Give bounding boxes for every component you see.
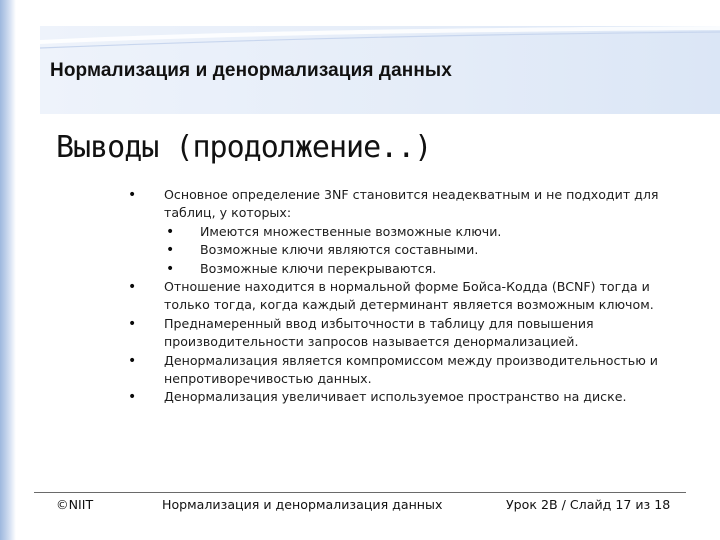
- sub-bullet-item: [164, 241, 684, 259]
- sub-bullet-item: [164, 223, 684, 241]
- bullet-text: Преднамеренный ввод избыточности в таблицу для повышения производительности запросов называется денормализацией.: [164, 315, 594, 350]
- bullet-dot-icon: •: [128, 389, 137, 406]
- sub-bullet-text: Возможные ключи являются составными.: [200, 242, 479, 258]
- sub-bullet-dot-icon: •: [166, 260, 175, 277]
- bullet-text: Денормализация увеличивает используемое пространство на диске.: [164, 389, 627, 405]
- header-title: Нормализация и денормализация данных: [50, 60, 452, 81]
- bullet-item: [124, 278, 684, 315]
- bullet-dot-icon: •: [128, 187, 137, 203]
- bullet-list: [124, 186, 684, 407]
- left-decorative-stripe: [0, 0, 16, 540]
- bullet-text: Основное определение 3NF становится неадекватным и не подходит для таблиц, у которых:: [164, 187, 659, 221]
- sub-bullet-dot-icon: •: [166, 223, 175, 240]
- footer-slide-number: Урок 2В / Слайд 17 из 18: [506, 497, 671, 512]
- sub-bullet-text: Имеются множественные возможные ключи.: [200, 223, 502, 239]
- bullet-item: [124, 352, 684, 389]
- bullet-item: [124, 315, 684, 352]
- bullet-text: Отношение находится в нормальной форме Бойса-Кодда (BCNF) тогда и только тогда, когда каждый детерминант является возможным ключом.: [164, 279, 654, 313]
- footer-copyright: ©NIIT: [56, 497, 94, 512]
- bullet-dot-icon: •: [128, 352, 137, 369]
- footer-divider: [34, 492, 686, 493]
- bullet-item: [124, 186, 684, 278]
- bullet-item: [124, 388, 684, 406]
- bullet-dot-icon: •: [128, 279, 137, 296]
- slide-title: Выводы (продолжение..): [56, 130, 432, 165]
- bullet-dot-icon: •: [128, 315, 137, 332]
- bullet-text: Денормализация является компромиссом между производительностью и непротиворечивостью данных.: [164, 352, 658, 387]
- sub-bullet-text: Возможные ключи перекрываются.: [200, 260, 437, 276]
- sub-bullet-item: [164, 260, 684, 278]
- sub-bullet-dot-icon: •: [166, 242, 175, 259]
- footer-title: Нормализация и денормализация данных: [162, 497, 443, 512]
